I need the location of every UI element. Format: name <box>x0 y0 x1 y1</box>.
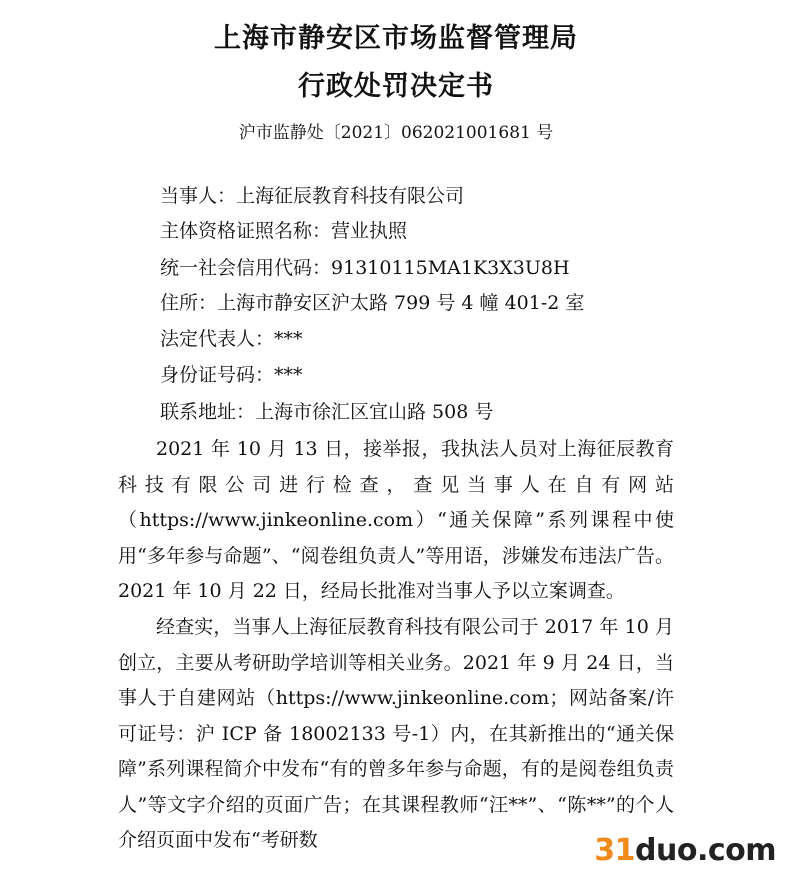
watermark-domain: duo.com <box>635 833 776 868</box>
agency-title: 上海市静安区市场监督管理局 <box>214 23 578 54</box>
address-row <box>160 290 584 316</box>
legal-rep-value: *** <box>274 328 303 350</box>
address-label: 住所： <box>160 292 218 314</box>
credit-code-row <box>160 255 570 281</box>
credit-code-label: 统一社会信用代码： <box>160 257 332 279</box>
license-row <box>160 218 407 244</box>
body-paragraph-1: 2021 年 10 月 13 日，接举报，我执法人员对上海征辰教育科技有限公司进行检查，查见当事人在自有网站（https://www.jinkeonline.com）“通关保障”系列课程中使用“多年参与命题”、“阅卷组负责人”等用语，涉嫌发布违法广告。2021 年 10 月 22 日，经局长批准对当事人予以立案调查。 <box>118 438 674 602</box>
watermark-number: 31 <box>594 833 635 868</box>
legal-rep-label: 法定代表人： <box>160 328 275 350</box>
party-name-value: 上海征辰教育科技有限公司 <box>236 185 465 207</box>
contact-address-label: 联系地址： <box>160 401 256 423</box>
id-number-row <box>160 362 303 388</box>
license-label: 主体资格证照名称： <box>160 220 332 242</box>
id-number-value: *** <box>274 364 303 386</box>
party-name-label: 当事人： <box>160 185 237 207</box>
document-type-title: 行政处罚决定书 <box>298 71 494 102</box>
legal-rep-row <box>160 326 303 352</box>
party-name-row <box>160 183 464 209</box>
document-number: 沪市监静处〔2021〕062021001681 号 <box>238 123 554 143</box>
contact-address-value: 上海市徐汇区宜山路 508 号 <box>255 401 494 423</box>
contact-address-row <box>160 399 493 425</box>
credit-code-value: 91310115MA1K3X3U8H <box>331 257 570 279</box>
body-paragraph-2: 经查实，当事人上海征辰教育科技有限公司于 2017 年 10 月创立，主要从考研助学培训等相关业务。2021 年 9 月 24 日，当事人于自建网站（https://www.jinkeonline.com；网站备案/许可证号：沪 ICP 备 18002133 号-1）内，在其新推出的“通关保障”系列课程简介中发布“有的曾多年参与命题，有的是阅卷组负责人”等文字介绍的页面广告；在其课程教师“汪**”、“陈**”的个人介绍页面中发布“考研数 <box>118 616 674 851</box>
license-value: 营业执照 <box>331 220 408 242</box>
address-value: 上海市静安区沪太路 799 号 4 幢 401-2 室 <box>217 292 585 314</box>
site-watermark <box>594 833 776 868</box>
id-number-label: 身份证号码： <box>160 364 275 386</box>
